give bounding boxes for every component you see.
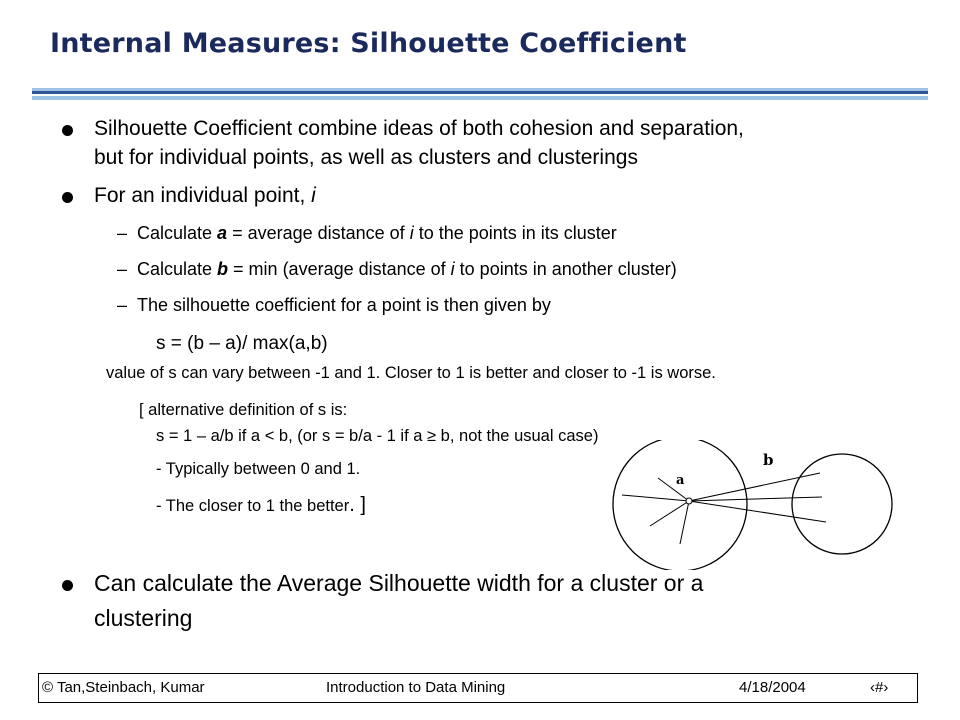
alt-definition-line-4: - The closer to 1 the better. ] — [156, 494, 366, 516]
cluster-circle-own — [613, 440, 747, 570]
bullet-2-text: For an individual point, i — [94, 184, 316, 207]
bullet-dot — [62, 125, 73, 136]
sub-bullet-dash: – — [117, 259, 128, 279]
slide-title: Internal Measures: Silhouette Coefficient — [50, 28, 687, 59]
bullet-1-line-2: but for individual points, as well as clusters and clusterings — [94, 146, 638, 169]
footer-course: Introduction to Data Mining — [326, 679, 506, 696]
alt-definition-line-3: - Typically between 0 and 1. — [156, 460, 361, 478]
bullet-1-line-1: Silhouette Coefficient combine ideas of both cohesion and separation, — [94, 117, 744, 140]
bullet-dot — [62, 580, 73, 591]
sub-bullet-dash: – — [117, 223, 128, 243]
sub-bullet-3: The silhouette coefficient for a point is then given by — [137, 295, 551, 315]
bullet-dot — [62, 192, 73, 203]
silhouette-formula: s = (b – a)/ max(a,b) — [156, 333, 328, 354]
alt-definition-line-2: s = 1 – a/b if a < b, (or s = b/a - 1 if a ≥ b, not the usual case) — [156, 427, 599, 445]
footer-authors: © Tan,Steinbach, Kumar — [42, 679, 205, 696]
sub-bullet-1: Calculate a = average distance of i to the points in its cluster — [137, 223, 617, 243]
sub-bullet-2: Calculate b = min (average distance of i to points in another cluster) — [137, 259, 677, 279]
bullet-3-line-2: clustering — [94, 605, 193, 631]
point-i — [686, 498, 692, 504]
label-a: a — [676, 473, 685, 488]
range-note: value of s can vary between -1 and 1. Closer to 1 is better and closer to -1 is worse. — [106, 364, 716, 382]
bullet-3-line-1: Can calculate the Average Silhouette width for a cluster or a — [94, 570, 704, 596]
alt-definition-line-1: [ alternative definition of s is: — [139, 401, 348, 419]
sub-bullet-dash: – — [117, 295, 128, 315]
cluster-circle-other — [792, 454, 892, 554]
distance-lines — [622, 473, 826, 544]
label-b: b — [763, 451, 774, 469]
footer-date: 4/18/2004 — [739, 679, 806, 696]
footer-page-number: ‹#› — [870, 679, 889, 696]
silhouette-diagram — [600, 440, 900, 570]
